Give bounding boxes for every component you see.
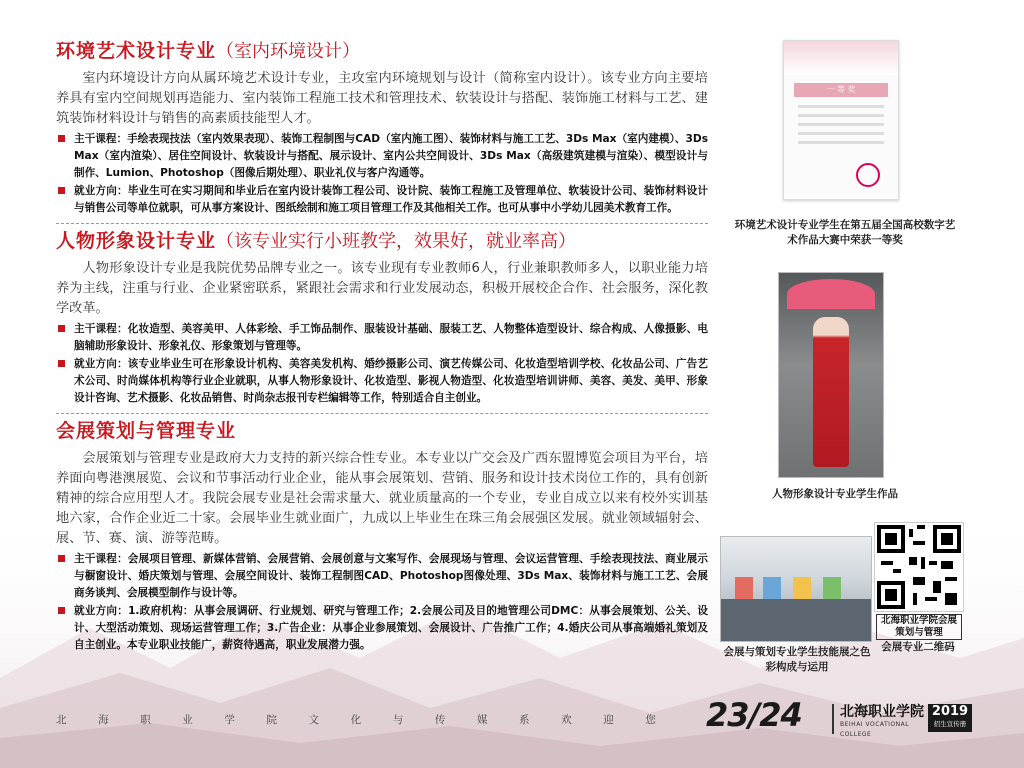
- award-band: 一 等 奖: [794, 83, 888, 97]
- section-title: 人物形象设计专业（该专业实行小班教学，效果好，就业率高）: [56, 230, 577, 252]
- bullet-square-icon: [58, 555, 65, 562]
- courses-item: 主干课程：会展项目管理、新媒体营销、会展营销、会展创意与文案写作、会展现场与管理、会议运营管理、手绘表现技法、商业展示与橱窗设计、婚庆策划与管理、会展空间设计、装饰工程制图CAD、Photoshop图像处理、3Ds Max、装饰材料与施工工艺、会展商务谈判、会展模型制作与设计等。: [56, 551, 708, 602]
- section-environment-art: [56, 38, 708, 217]
- jobs-item: 就业方向：毕业生可在实习期间和毕业后在室内设计装饰工程公司、设计院、装饰工程施工及管理单位、软装设计公司、装饰材料设计与销售公司等单位就职，可从事方案设计、图纸绘制和施工项目管理工作及其他相关工作。也可从事中小学幼儿园美术教育工作。: [56, 183, 708, 217]
- majors-column: [56, 38, 708, 655]
- courses-item: 主干课程：手绘表现技法（室内效果表现）、装饰工程制图与CAD（室内施工图）、装饰材料与施工工艺、3Ds Max（室内建模）、3Ds Max（室内渲染）、居住空间设计、软装设计与搭配、展示设计、室内公共空间设计、3Ds Max（高级建筑建模与渲染）、模型设计与制作、Lumion、Photoshop（图像后期处理）、职业礼仪与客户沟通等。: [56, 131, 708, 182]
- college-name-en: BEIHAI VOCATIONAL COLLEGE: [840, 721, 910, 738]
- college-name-cn: 北海职业学院: [840, 704, 924, 720]
- model-caption: 人物形象设计专业学生作品: [772, 488, 898, 500]
- bullet-square-icon: [58, 135, 65, 142]
- qr-label: 北海职业学院会展策划与管理: [876, 614, 962, 640]
- page-number: 23/24: [706, 696, 802, 734]
- expo-caption: 会展与策划专业学生技能展之色彩构成与运用: [723, 646, 871, 673]
- expo-photo: [720, 536, 872, 642]
- jobs-item: 就业方向：该专业毕业生可在形象设计机构、美容美发机构、婚纱摄影公司、演艺传媒公司、化妆造型培训学校、化妆品公司、广告艺术公司、时尚媒体机构等行业企业就职，从事人物形象设计、化妆造型、影视人物造型、化妆造型培训讲师、美容、美发、美甲、形象设计咨询、艺术摄影、化妆品销售、时尚杂志报刊专栏编辑等工作，特别适合自主创业。: [56, 356, 708, 407]
- college-logo: [832, 704, 932, 738]
- qr-code[interactable]: [874, 522, 964, 612]
- footer-slogan: 北 海 职 业 学 院 文 化 与 传 媒 系 欢 迎 您: [56, 714, 656, 726]
- section-intro: 室内环境设计方向从属环境艺术设计专业，主攻室内环境规划与设计（简称室内设计）。该专业方向主要培养具有室内空间规划再造能力、室内装饰工程施工技术和管理技术、软装设计与搭配、装饰施工材料与工艺、建筑装饰材料设计与销售的高素质技能型人才。: [56, 71, 708, 126]
- section-intro: 人物形象设计专业是我院优势品牌专业之一。该专业现有专业教师6人，行业兼职教师多人，以职业能力培养为主线，注重与行业、企业紧密联系，紧跟社会需求和行业发展动态，积极开展校企合作、社会服务，深化教学改革。: [56, 261, 708, 316]
- divider: [56, 413, 708, 414]
- section-title: 环境艺术设计专业（室内环境设计）: [56, 40, 361, 62]
- award-certificate-image: [783, 40, 899, 200]
- section-exhibition: [56, 418, 708, 654]
- award-caption: 环境艺术设计专业学生在第五届全国高校数字艺术作品大赛中荣获一等奖: [734, 219, 956, 246]
- jobs-item: 就业方向：1.政府机构：从事会展调研、行业规划、研究与管理工作；2.会展公司及目的地管理公司DMC：从事会展策划、公关、设计、大型活动策划、现场运营管理工作；3.广告企业：从事企业参展策划、会展设计、广告推广工作；4.婚庆公司从事高端婚礼策划及自主创业。本专业职业技能广，薪资待遇高，职业发展潜力强。: [56, 603, 708, 654]
- year-badge: 2019 招生宣传册: [928, 704, 972, 732]
- divider: [56, 223, 708, 224]
- bullet-square-icon: [58, 187, 65, 194]
- qr-caption: 会展专业二维码: [881, 641, 955, 653]
- section-image-design: [56, 228, 708, 407]
- bullet-square-icon: [58, 607, 65, 614]
- courses-item: 主干课程：化妆造型、美容美甲、人体彩绘、手工饰品制作、服装设计基础、服装工艺、人物整体造型设计、综合构成、人像摄影、电脑辅助形象设计、形象礼仪、形象策划与管理等。: [56, 321, 708, 355]
- section-title: 会展策划与管理专业: [56, 420, 237, 442]
- bullet-square-icon: [58, 325, 65, 332]
- seal-icon: [856, 163, 880, 187]
- section-intro: 会展策划与管理专业是政府大力支持的新兴综合性专业。本专业以广交会及广西东盟博览会项目为平台，培养面向粤港澳展览、会议和节事活动行业企业，能从事会展策划、营销、服务和设计技术岗位工作的，具有创新精神的综合应用型人才。我院会展专业是社会需求量大、就业质量高的一个专业，专业自成立以来有校外实训基地六家，合作企业近二十家。会展毕业生就业面广，九成以上毕业生在珠三角会展强区发展。就业领域辐射会、展、节、赛、演、游等范畴。: [56, 451, 708, 546]
- model-photo: [778, 272, 884, 478]
- bullet-square-icon: [58, 360, 65, 367]
